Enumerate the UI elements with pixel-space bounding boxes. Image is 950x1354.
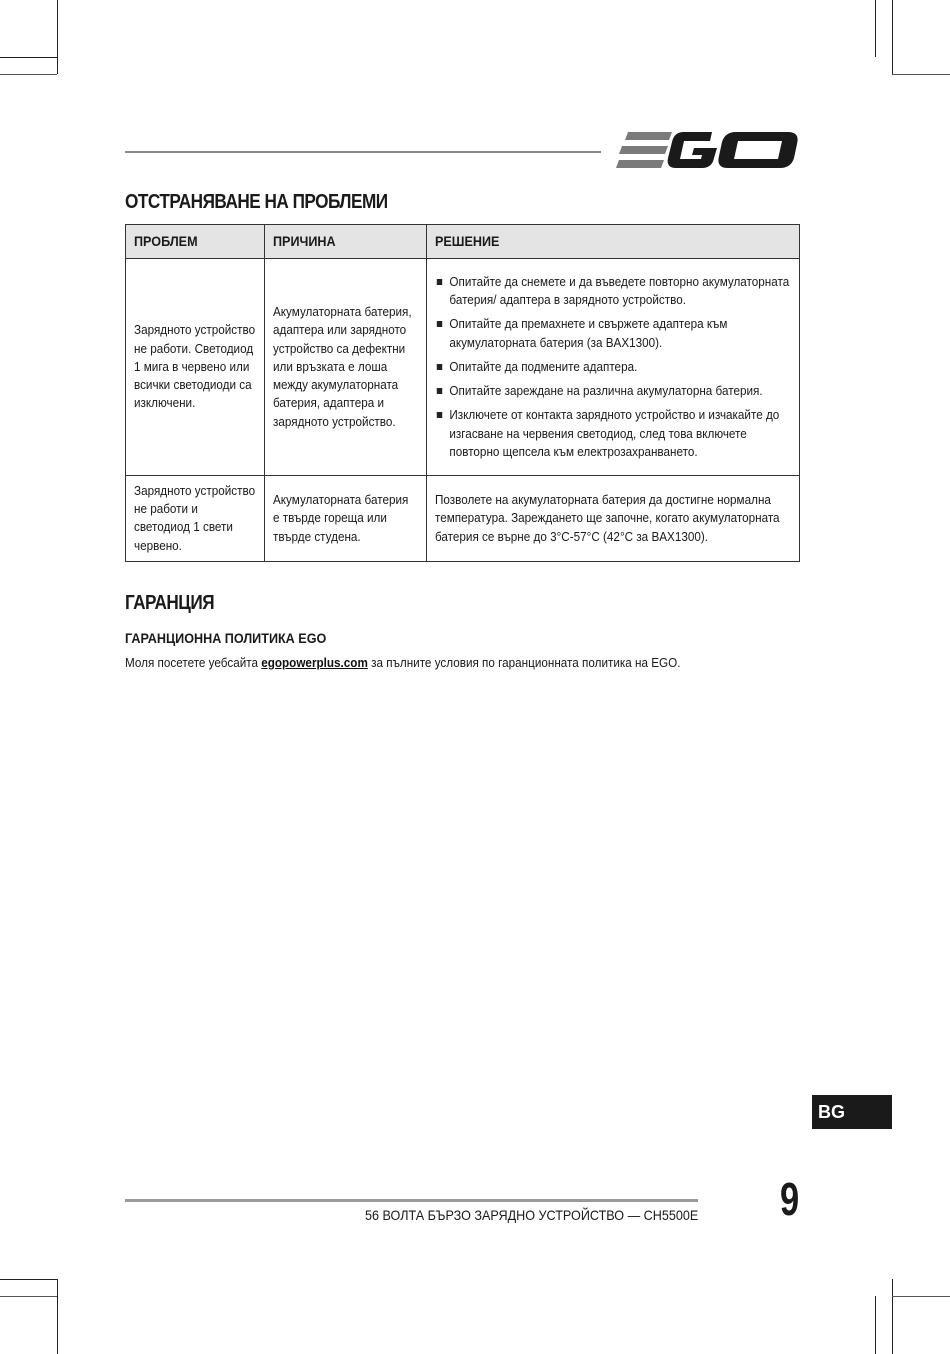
header-cause: ПРИЧИНА bbox=[264, 225, 426, 259]
solution-item: Опитайте зареждане на различна акумулаторна батерия. bbox=[435, 382, 791, 400]
crop-mark bbox=[57, 1279, 58, 1354]
troubleshooting-table bbox=[125, 224, 800, 562]
table-row bbox=[126, 476, 800, 562]
crop-mark bbox=[875, 1296, 876, 1354]
crop-mark bbox=[57, 0, 58, 74]
troubleshooting-title: ОТСТРАНЯВАНЕ НА ПРОБЛЕМИ bbox=[125, 191, 388, 213]
problem-cell: Зарядното устройство не работи и светодиод 1 свети червено. bbox=[126, 476, 265, 562]
solution-item: Изключете от контакта зарядното устройство и изчакайте до изгасване на червения светодиод, след това включете повторно щепсела към електрозахранването. bbox=[435, 406, 791, 461]
warranty-text-before: Моля посетете уебсайта bbox=[125, 655, 262, 670]
solution-item: Опитайте да подмените адаптера. bbox=[435, 358, 791, 376]
cause-cell: Акумулаторната батерия, адаптера или зарядното устройство са дефектни или връзката е лоша между акумулаторната батерия, адаптера и зарядното устройство. bbox=[264, 259, 426, 476]
crop-mark bbox=[0, 1279, 57, 1280]
table-row bbox=[126, 259, 800, 476]
language-tab: BG bbox=[812, 1095, 892, 1129]
square-bullet-icon bbox=[436, 412, 441, 418]
problem-cell: Зарядното устройство не работи. Светодиод 1 мига в червено или всички светодиоди са изключени. bbox=[126, 259, 265, 476]
warranty-text bbox=[125, 655, 681, 670]
header-problem: ПРОБЛЕМ bbox=[126, 225, 265, 259]
solution-item: Опитайте да снемете и да въведете повторно акумулаторната батерия/ адаптера в зарядното устройство. bbox=[435, 273, 791, 309]
square-bullet-icon bbox=[436, 364, 441, 370]
footer-rule bbox=[125, 1199, 698, 1202]
warranty-text-after: за пълните условия по гаранционната политика на EGO. bbox=[367, 655, 681, 670]
square-bullet-icon bbox=[436, 279, 441, 285]
crop-mark bbox=[875, 0, 876, 57]
table-header-row bbox=[126, 225, 800, 259]
warranty-link[interactable]: egopowerplus.com bbox=[261, 655, 368, 670]
footer-title: 56 ВОЛТА БЪРЗО ЗАРЯДНО УСТРОЙСТВО — CH5500E bbox=[364, 1207, 698, 1223]
warranty-title: ГАРАНЦИЯ bbox=[125, 592, 215, 614]
crop-mark bbox=[892, 1279, 893, 1354]
square-bullet-icon bbox=[436, 388, 441, 394]
crop-mark bbox=[892, 74, 950, 75]
solution-item: Опитайте да премахнете и свържете адаптера към акумулаторната батерия (за BAX1300). bbox=[435, 315, 791, 351]
crop-mark bbox=[0, 74, 57, 75]
square-bullet-icon bbox=[436, 321, 441, 327]
ego-logo bbox=[616, 128, 800, 172]
page-number: 9 bbox=[780, 1173, 800, 1225]
solution-cell bbox=[426, 259, 799, 476]
solution-cell: Позволете на акумулаторната батерия да достигне нормална температура. Зареждането ще започне, когато акумулаторната батерия се върне до 3°C-57°C (42°C за BAX1300). bbox=[426, 476, 799, 562]
header-rule bbox=[125, 151, 601, 153]
solution-list bbox=[435, 273, 791, 461]
warranty-subtitle: ГАРАНЦИОННА ПОЛИТИКА EGO bbox=[125, 630, 327, 646]
crop-mark bbox=[892, 0, 893, 74]
crop-mark bbox=[892, 1296, 950, 1297]
cause-cell: Акумулаторната батерия е твърде гореща или твърде студена. bbox=[264, 476, 426, 562]
crop-mark bbox=[0, 57, 57, 58]
header-solution: РЕШЕНИЕ bbox=[426, 225, 799, 259]
crop-mark bbox=[0, 1296, 57, 1297]
